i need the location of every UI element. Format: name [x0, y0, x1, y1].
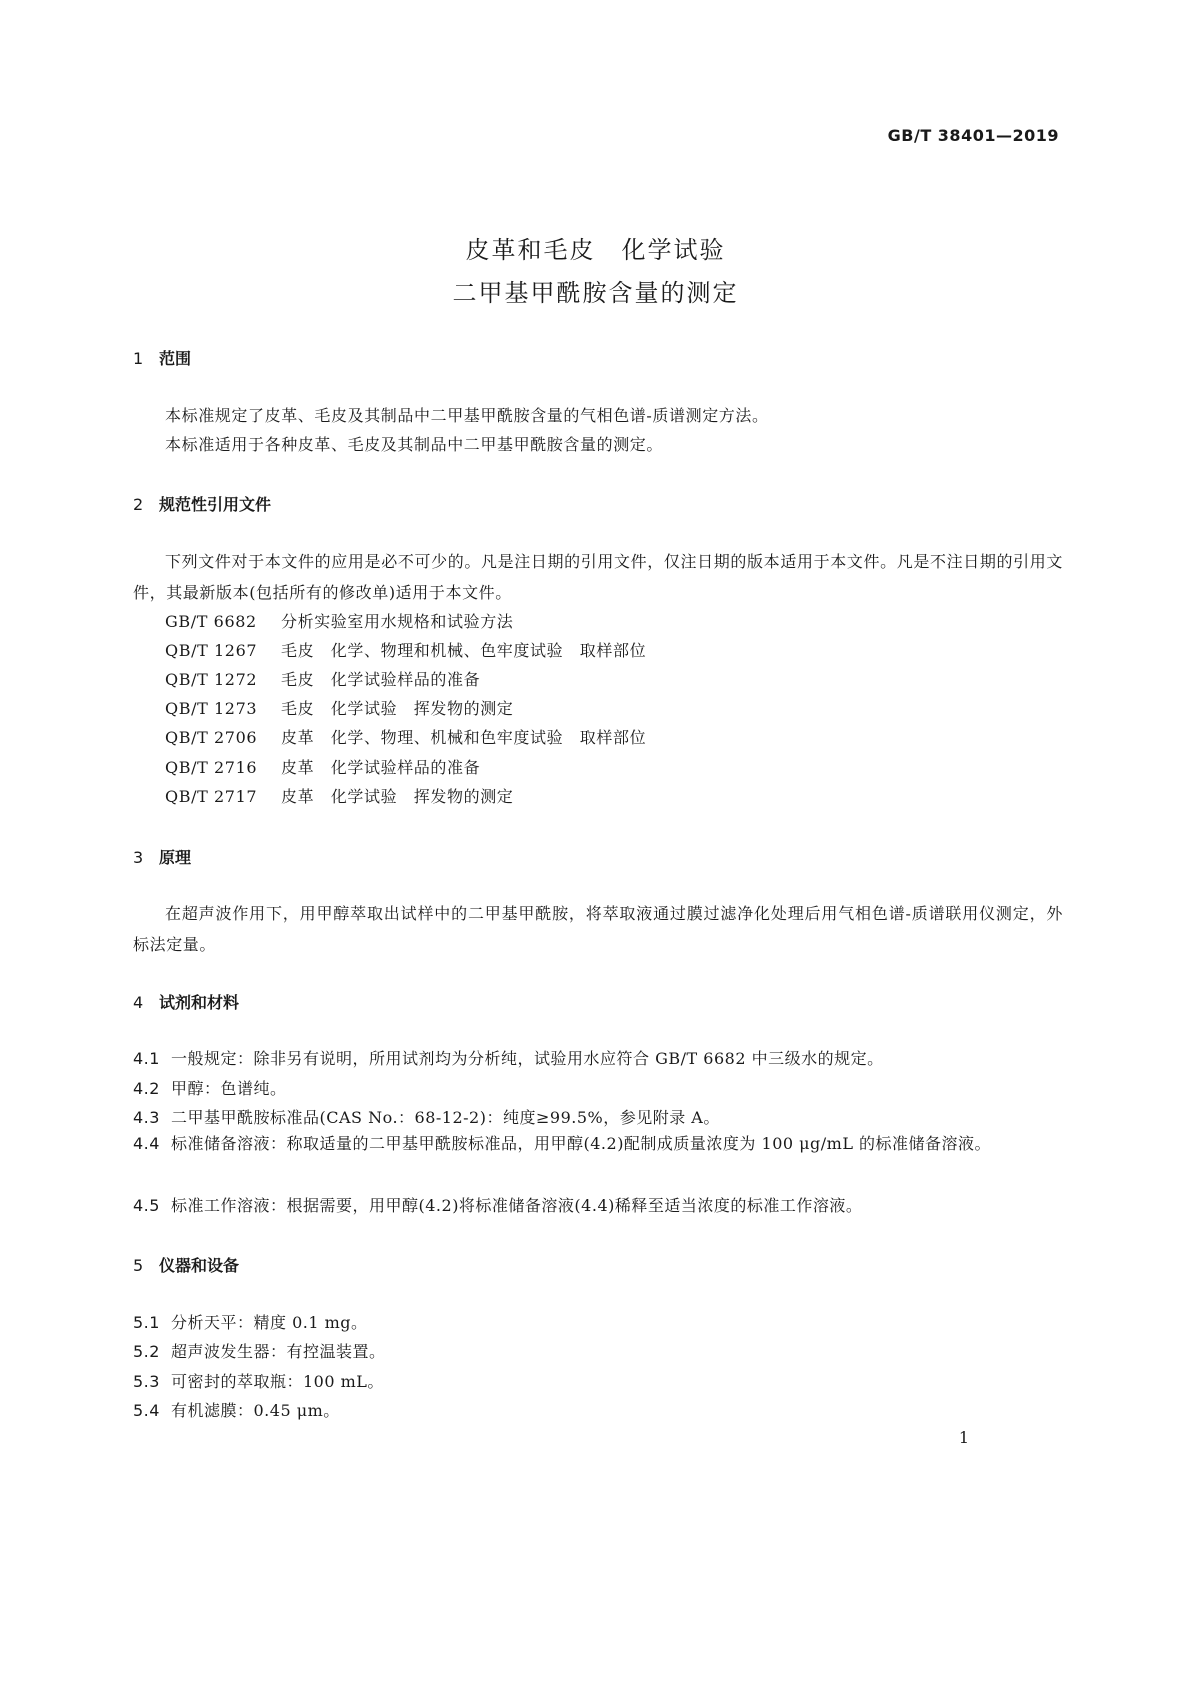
- section-title: 仪器和设备: [159, 1256, 240, 1275]
- reference-title: 毛皮 化学、物理和机械、色牢度试验 取样部位: [281, 641, 647, 660]
- section-heading-scope: [133, 346, 191, 369]
- reference-title: 皮革 化学、物理、机械和色牢度试验 取样部位: [281, 728, 647, 747]
- reference-item: [165, 638, 646, 661]
- section-title: 规范性引用文件: [159, 495, 272, 514]
- reagent-item: [133, 1046, 884, 1069]
- reference-code: QB/T 1273: [165, 699, 258, 718]
- standard-number: GB/T 38401—2019: [887, 126, 1059, 145]
- reference-code: QB/T 1272: [165, 670, 258, 689]
- section-number: 4: [133, 993, 144, 1012]
- reagent-item: [133, 1129, 1063, 1159]
- item-text: 有机滤膜：0.45 μm。: [171, 1401, 340, 1420]
- reference-title: 皮革 化学试验 挥发物的测定: [281, 787, 514, 806]
- section-heading-reagents: [133, 990, 239, 1013]
- section-title: 范围: [159, 349, 192, 368]
- item-text: 超声波发生器：有控温装置。: [171, 1342, 386, 1361]
- apparatus-item: [133, 1369, 384, 1392]
- document-title-line2: 二甲基甲酰胺含量的测定: [452, 279, 739, 307]
- item-number: 4.3: [133, 1108, 160, 1127]
- reagent-item: [133, 1193, 862, 1216]
- reference-code: GB/T 6682: [165, 612, 257, 631]
- reference-code: QB/T 2717: [165, 787, 258, 806]
- section-heading-normative-references: [133, 492, 271, 515]
- reference-item: [165, 609, 513, 632]
- section-title: 试剂和材料: [159, 993, 240, 1012]
- reference-title: 皮革 化学试验样品的准备: [281, 758, 481, 777]
- item-number: 4.4: [133, 1134, 160, 1153]
- item-text: 一般规定：除非另有说明，所用试剂均为分析纯，试验用水应符合 GB/T 6682 中三级水的规定。: [171, 1049, 884, 1068]
- document-title-line1: 皮革和毛皮 化学试验: [465, 236, 726, 264]
- reagent-item: [133, 1105, 720, 1128]
- item-text: 分析天平：精度 0.1 mg。: [171, 1313, 368, 1332]
- section-number: 3: [133, 848, 144, 867]
- section-number: 2: [133, 495, 144, 514]
- apparatus-item: [133, 1310, 368, 1333]
- item-text: 标准储备溶液：称取适量的二甲基甲酰胺标准品，用甲醇(4.2)配制成质量浓度为 100 μg/mL 的标准储备溶液。: [171, 1134, 992, 1153]
- item-text: 可密封的萃取瓶：100 mL。: [171, 1372, 384, 1391]
- apparatus-item: [133, 1398, 340, 1421]
- section-number: 5: [133, 1256, 144, 1275]
- apparatus-item: [133, 1339, 386, 1362]
- reference-item: [165, 667, 480, 690]
- item-number: 5.1: [133, 1313, 160, 1332]
- reference-code: QB/T 2716: [165, 758, 258, 777]
- item-number: 5.4: [133, 1401, 160, 1420]
- item-text: 二甲基甲酰胺标准品(CAS No.：68-12-2)：纯度≥99.5%，参见附录 A。: [171, 1108, 720, 1127]
- section-heading-principle: [133, 845, 191, 868]
- item-number: 5.2: [133, 1342, 160, 1361]
- reference-item: [165, 725, 646, 748]
- reference-title: 分析实验室用水规格和试验方法: [281, 612, 514, 631]
- scope-paragraph-2: 本标准适用于各种皮革、毛皮及其制品中二甲基甲酰胺含量的测定。: [165, 435, 664, 454]
- reference-code: QB/T 2706: [165, 728, 258, 747]
- section-heading-apparatus: [133, 1253, 239, 1276]
- section-number: 1: [133, 349, 144, 368]
- item-number: 4.1: [133, 1049, 160, 1068]
- reference-item: [165, 755, 480, 778]
- reference-title: 毛皮 化学试验 挥发物的测定: [281, 699, 514, 718]
- scope-paragraph-1: 本标准规定了皮革、毛皮及其制品中二甲基甲酰胺含量的气相色谱-质谱测定方法。: [165, 406, 769, 425]
- reference-item: [165, 696, 513, 719]
- reference-code: QB/T 1267: [165, 641, 258, 660]
- section-title: 原理: [159, 848, 192, 867]
- item-number: 5.3: [133, 1372, 160, 1391]
- reference-item: [165, 784, 513, 807]
- principle-paragraph: 在超声波作用下，用甲醇萃取出试样中的二甲基甲酰胺，将萃取液通过膜过滤净化处理后用气相色谱-质谱联用仪测定，外标法定量。: [133, 904, 1063, 954]
- reagent-item: [133, 1076, 287, 1099]
- item-text: 标准工作溶液：根据需要，用甲醇(4.2)将标准储备溶液(4.4)稀释至适当浓度的标准工作溶液。: [171, 1196, 863, 1215]
- item-text: 甲醇：色谱纯。: [171, 1079, 287, 1098]
- references-intro-paragraph: 下列文件对于本文件的应用是必不可少的。凡是注日期的引用文件，仅注日期的版本适用于本文件。凡是不注日期的引用文件，其最新版本(包括所有的修改单)适用于本文件。: [133, 552, 1063, 602]
- page-number: 1: [958, 1428, 969, 1447]
- item-number: 4.2: [133, 1079, 160, 1098]
- item-number: 4.5: [133, 1196, 160, 1215]
- reference-title: 毛皮 化学试验样品的准备: [281, 670, 481, 689]
